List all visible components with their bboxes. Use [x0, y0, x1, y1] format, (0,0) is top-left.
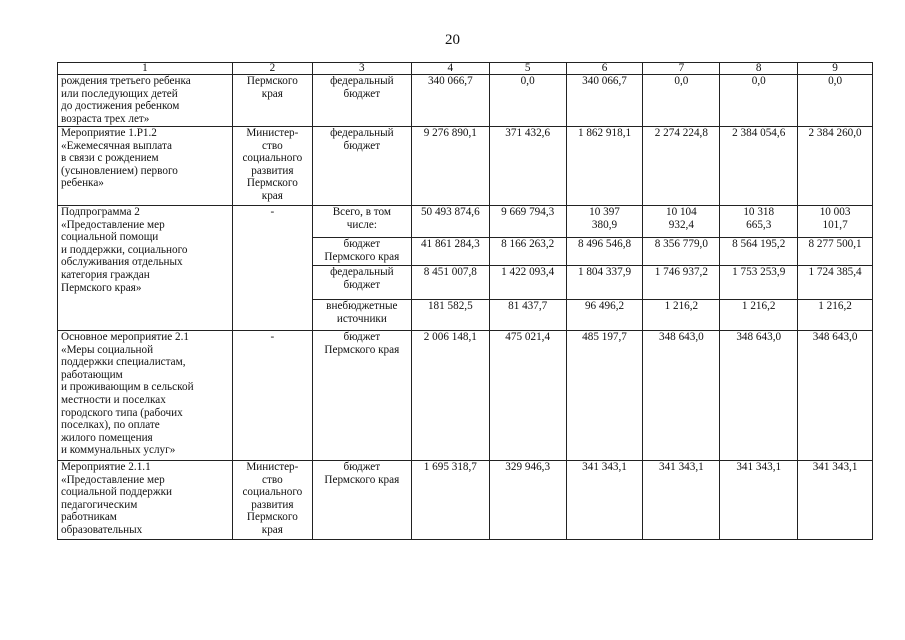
value-cell: 1 746 937,2 [643, 266, 720, 300]
value-cell: 10 397 380,9 [566, 206, 643, 238]
value-cell: 2 006 148,1 [411, 331, 489, 461]
value-cell: 329 946,3 [489, 461, 566, 540]
column-number: 7 [643, 63, 720, 75]
column-number: 5 [489, 63, 566, 75]
value-cell: 341 343,1 [566, 461, 643, 540]
value-cell: 0,0 [720, 75, 798, 127]
value-cell: 10 104 932,4 [643, 206, 720, 238]
value-cell: 1 216,2 [643, 300, 720, 331]
value-cell: 8 356 779,0 [643, 238, 720, 266]
funding-source-cell: федеральный бюджет [312, 75, 411, 127]
page-number: 20 [445, 32, 460, 48]
funding-source-cell: бюджет Пермского края [312, 238, 411, 266]
value-cell: 0,0 [489, 75, 566, 127]
table-row [58, 75, 873, 127]
program-name-cell: Мероприятие 2.1.1 «Предоставление мер социальной поддержки педагогическим работникам образовательных [58, 461, 233, 540]
program-name-cell: Мероприятие 1.Р1.2 «Ежемесячная выплата в связи с рождением (усыновлением) первого ребенка» [58, 127, 233, 206]
value-cell: 348 643,0 [798, 331, 873, 461]
value-cell: 348 643,0 [643, 331, 720, 461]
value-cell: 2 384 260,0 [798, 127, 873, 206]
funding-source-cell: внебюджетные источники [312, 300, 411, 331]
value-cell: 1 724 385,4 [798, 266, 873, 300]
table-row [58, 331, 873, 461]
program-name-cell: Подпрограмма 2 «Предоставление мер социальной помощи и поддержки, социального обслуживания отдельных категория граждан Пермского края» [58, 206, 233, 331]
value-cell: 348 643,0 [720, 331, 798, 461]
value-cell: 9 669 794,3 [489, 206, 566, 238]
executor-cell: - [232, 206, 312, 331]
value-cell: 340 066,7 [411, 75, 489, 127]
value-cell: 340 066,7 [566, 75, 643, 127]
value-cell: 8 166 263,2 [489, 238, 566, 266]
value-cell: 2 384 054,6 [720, 127, 798, 206]
value-cell: 341 343,1 [798, 461, 873, 540]
executor-cell: Министер- ство социального развития Пермского края [232, 461, 312, 540]
value-cell: 181 582,5 [411, 300, 489, 331]
executor-cell: - [232, 331, 312, 461]
value-cell: 1 216,2 [720, 300, 798, 331]
value-cell: 1 753 253,9 [720, 266, 798, 300]
table-row [58, 461, 873, 540]
column-number: 1 [58, 63, 233, 75]
column-number: 6 [566, 63, 643, 75]
program-name-cell: Основное мероприятие 2.1 «Меры социальной поддержки специалистам, работающим и проживающим в сельской местности и поселках городского типа (рабочих поселках), по оплате жилого помещения и коммунальных услуг» [58, 331, 233, 461]
column-number: 3 [312, 63, 411, 75]
value-cell: 0,0 [643, 75, 720, 127]
value-cell: 1 422 093,4 [489, 266, 566, 300]
value-cell: 341 343,1 [643, 461, 720, 540]
value-cell: 50 493 874,6 [411, 206, 489, 238]
funding-source-cell: федеральный бюджет [312, 266, 411, 300]
value-cell: 41 861 284,3 [411, 238, 489, 266]
value-cell: 10 318 665,3 [720, 206, 798, 238]
value-cell: 1 804 337,9 [566, 266, 643, 300]
value-cell: 475 021,4 [489, 331, 566, 461]
column-number-row [58, 63, 873, 75]
value-cell: 96 496,2 [566, 300, 643, 331]
column-number: 2 [232, 63, 312, 75]
column-number: 9 [798, 63, 873, 75]
value-cell: 1 862 918,1 [566, 127, 643, 206]
column-number: 8 [720, 63, 798, 75]
table-row [58, 206, 873, 238]
budget-table [57, 62, 873, 540]
value-cell: 9 276 890,1 [411, 127, 489, 206]
value-cell: 2 274 224,8 [643, 127, 720, 206]
value-cell: 10 003 101,7 [798, 206, 873, 238]
table-row [58, 127, 873, 206]
value-cell: 8 451 007,8 [411, 266, 489, 300]
funding-source-cell: бюджет Пермского края [312, 461, 411, 540]
funding-source-cell: бюджет Пермского края [312, 331, 411, 461]
value-cell: 371 432,6 [489, 127, 566, 206]
value-cell: 8 564 195,2 [720, 238, 798, 266]
executor-cell: Министер- ство социального развития Пермского края [232, 127, 312, 206]
funding-source-cell: Всего, в том числе: [312, 206, 411, 238]
executor-cell: Пермского края [232, 75, 312, 127]
value-cell: 8 277 500,1 [798, 238, 873, 266]
value-cell: 1 216,2 [798, 300, 873, 331]
value-cell: 81 437,7 [489, 300, 566, 331]
funding-source-cell: федеральный бюджет [312, 127, 411, 206]
value-cell: 0,0 [798, 75, 873, 127]
column-number: 4 [411, 63, 489, 75]
value-cell: 485 197,7 [566, 331, 643, 461]
value-cell: 8 496 546,8 [566, 238, 643, 266]
value-cell: 341 343,1 [720, 461, 798, 540]
value-cell: 1 695 318,7 [411, 461, 489, 540]
program-name-cell: рождения третьего ребенка или последующих детей до достижения ребенком возраста трех лет» [58, 75, 233, 127]
